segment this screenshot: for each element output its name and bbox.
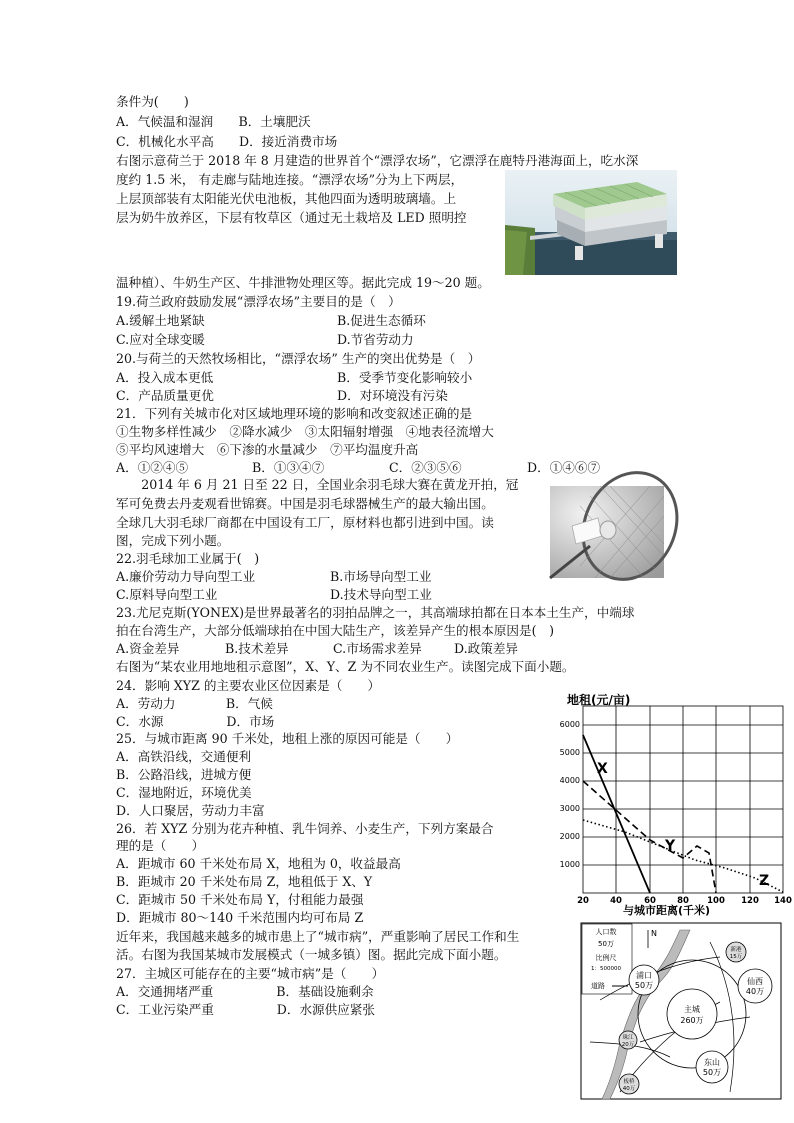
town-pop: 260万 (680, 1016, 704, 1025)
q21-option-b: B．①③④⑦ (252, 460, 325, 475)
badminton-photo (550, 486, 664, 578)
legend-item: 人口数 (595, 928, 617, 936)
legend-item: 道路 (591, 982, 605, 990)
q22-option-b: B.市场导向型工业 (330, 569, 432, 584)
series-x-label: X (597, 761, 608, 777)
question-20: 20.与荷兰的天然牧场相比，“漂浮农场” 生产的突出优势是（ ） (116, 351, 481, 366)
text-line: 右图为“某农业用地地租示意图”，X、Y、Z 为不同农业生产。读图完成下面小题。 (116, 659, 575, 674)
x-tick: 80 (677, 896, 689, 906)
text-line: 上层顶部装有太阳能光伏电池板，其他四面为透明玻璃墙。上 (116, 191, 457, 206)
town-pop: 15万 (729, 954, 743, 960)
q23-option-b: B.技术差异 (225, 641, 289, 656)
series-x-line (583, 735, 650, 893)
series-y-label: Y (665, 838, 676, 854)
q22-option-c: C.原料导向型工业 (116, 587, 218, 602)
text-line: 2014 年 6 月 21 日至 22 日，全国业余羽毛球大赛在黄龙开拍，冠 (116, 477, 519, 492)
series-z-label: Z (759, 873, 770, 889)
text-line: A．距城市 60 千米处布局 X，地租为 0，收益最高 (116, 856, 401, 871)
text-line: 理的是（ ） (116, 838, 205, 853)
town-name: 东山 (704, 1058, 720, 1067)
town-name: 主城 (684, 1005, 700, 1014)
text-line: 温种植）、牛奶生产区、牛排泄物处理区等。据此完成 19～20 题。 (116, 275, 490, 290)
y-tick: 1000 (559, 860, 580, 869)
y-tick: 2000 (559, 832, 580, 841)
x-tick: 100 (707, 896, 725, 906)
x-tick: 140 (774, 896, 792, 906)
question-22: 22.羽毛球加工业属于( ) (116, 551, 260, 566)
land-rent-chart (555, 690, 790, 915)
text-line: A．劳动力 B．气候 (116, 696, 273, 711)
y-tick: 4000 (559, 776, 580, 785)
question-23: 23.尤尼克斯(YONEX)是世界最著名的羽拍品牌之一，其高端球拍都在日本本土生产，中端球 (116, 605, 635, 620)
town-name: 浦口 (636, 971, 652, 980)
town-pop: 20万 (621, 1042, 635, 1048)
q19-option-b: B.促进生态循环 (337, 313, 426, 328)
text-line: 近年来，我国越来越多的城市患上了“城市病”，严重影响了居民工作和生 (116, 929, 520, 944)
q21-option-d: D．①④⑥⑦ (527, 460, 601, 475)
text-line: A．气候温和湿润 B．土壤肥沃 (116, 114, 311, 129)
x-tick: 20 (577, 896, 589, 906)
town-pop: 50万 (634, 981, 654, 990)
text-line: 图，完成下列小题。 (116, 533, 230, 548)
q20-option-a: A．投入成本更低 (116, 370, 214, 385)
text-line: B．距城市 20 千米处布局 Z，地租低于 X、Y (116, 874, 373, 889)
legend-item: 比例尺 (595, 954, 617, 962)
question-27: 27．主城区可能存在的主要“城市病”是（ ） (116, 966, 385, 981)
q20-option-b: B．受季节变化影响较小 (337, 370, 473, 385)
text-line: D．人口聚居，劳动力丰富 (116, 803, 265, 818)
q19-option-c: C.应对全球变暖 (116, 332, 205, 347)
x-tick: 60 (644, 896, 656, 906)
q20-option-c: C．产品质量更优 (116, 388, 214, 403)
town-name: 珠江 (622, 1035, 634, 1041)
town-name: 仙西 (747, 977, 763, 986)
question-21: 21．下列有关城市化对区域地理环境的影响和改变叙述正确的是 (116, 406, 473, 421)
text-line: 右图示意荷兰于 2018 年 8 月建造的世界首个“漂浮农场”，它漂浮在鹿特丹港海面上，吃水深 (116, 153, 639, 168)
text-line: C．工业污染严重 D．水源供应紧张 (116, 1002, 376, 1017)
text-line: C．机械化水平高 D．接近消费市场 (116, 134, 338, 149)
text-line: 层为奶牛放养区，下层有牧草区（通过无土栽培及 LED 照明控 (116, 210, 467, 225)
q22-option-d: D.技术导向型工业 (330, 587, 432, 602)
q19-option-d: D.节省劳动力 (337, 332, 414, 347)
question-25: 25．与城市距离 90 千米处，地租上涨的原因可能是（ ） (116, 731, 459, 746)
town-name: 板桥 (623, 1079, 635, 1085)
text-line: 拍在台湾生产，大部分低端球拍在中国大陆生产，该差异产生的根本原因是( ) (116, 623, 555, 638)
text-line: A．高铁沿线，交通便利 (116, 749, 252, 764)
q21-option-a: A．①②④⑤ (116, 460, 189, 475)
question-24: 24．影响 XYZ 的主要农业区位因素是（ ） (116, 678, 381, 693)
text-line: C．水源 D．市场 (116, 714, 275, 729)
text-line: C．距城市 50 千米处布局 Y，付租能力最强 (116, 892, 364, 907)
text-line: ①生物多样性减少 ②降水减少 ③太阳辐射增强 ④地表径流增大 (116, 424, 494, 439)
x-tick: 120 (741, 896, 759, 906)
q19-option-a: A.缓解土地紧缺 (116, 313, 205, 328)
floating-farm-photo (505, 170, 677, 275)
text-line: 全球几大羽毛球厂商都在中国设有工厂，原材料也都引进到中国。读 (116, 515, 494, 530)
q23-option-c: C.市场需求差异 (333, 641, 422, 656)
text-line: 条件为( ) (116, 94, 189, 109)
q23-option-d: D.政策差异 (454, 641, 519, 656)
q23-option-a: A.资金差异 (116, 641, 180, 656)
town-pop: 50万 (702, 1068, 722, 1077)
chart-ylabel: 地租(元/亩) (567, 693, 631, 707)
legend-item: 1：500000 (591, 966, 621, 972)
text-line: A．交通拥堵严重 B．基础设施剩余 (116, 984, 374, 999)
legend-item: 50万 (598, 940, 614, 948)
q22-option-a: A.廉价劳动力导向型工业 (116, 569, 256, 584)
question-26: 26．若 XYZ 分别为花卉种植、乳牛饲养、小麦生产，下列方案最合 (116, 821, 494, 836)
text-line: 度约 1.5 米， 有走廊与陆地连接。“漂浮农场”分为上下两层， (116, 172, 464, 187)
text-line: 军可免费去丹麦观看世锦赛。中国是羽毛球器械生产的最大输出国。 (116, 496, 494, 511)
town-pop: 40万 (622, 1086, 636, 1092)
question-19: 19.荷兰政府鼓励发展“漂浮农场”主要目的是（ ） (116, 294, 401, 309)
text-line: B．公路沿线，进城方便 (116, 767, 252, 782)
q21-option-c: C．②③⑤⑥ (389, 460, 462, 475)
town-name: 新港 (730, 947, 742, 953)
town-pop: 40万 (745, 987, 765, 996)
y-tick: 5000 (559, 748, 580, 757)
text-line: D．距城市 80～140 千米范围内均可布局 Z (116, 910, 364, 925)
q20-option-d: D．对环境没有污染 (337, 388, 448, 403)
north-arrow: N (651, 929, 657, 938)
x-tick: 40 (610, 896, 622, 906)
text-line: ⑤平均风速增大 ⑥下渗的水量减少 ⑦平均温度升高 (116, 442, 419, 457)
y-tick: 6000 (559, 720, 580, 729)
chart-xlabel: 与城市距离(千米) (623, 904, 711, 917)
y-tick: 3000 (559, 804, 580, 813)
text-line: C．湿地附近，环境优美 (116, 785, 252, 800)
text-line: 活。右图为我国某城市发展模式（一城多镇）图。据此完成下面小题。 (116, 947, 507, 962)
city-development-map (580, 922, 782, 1100)
